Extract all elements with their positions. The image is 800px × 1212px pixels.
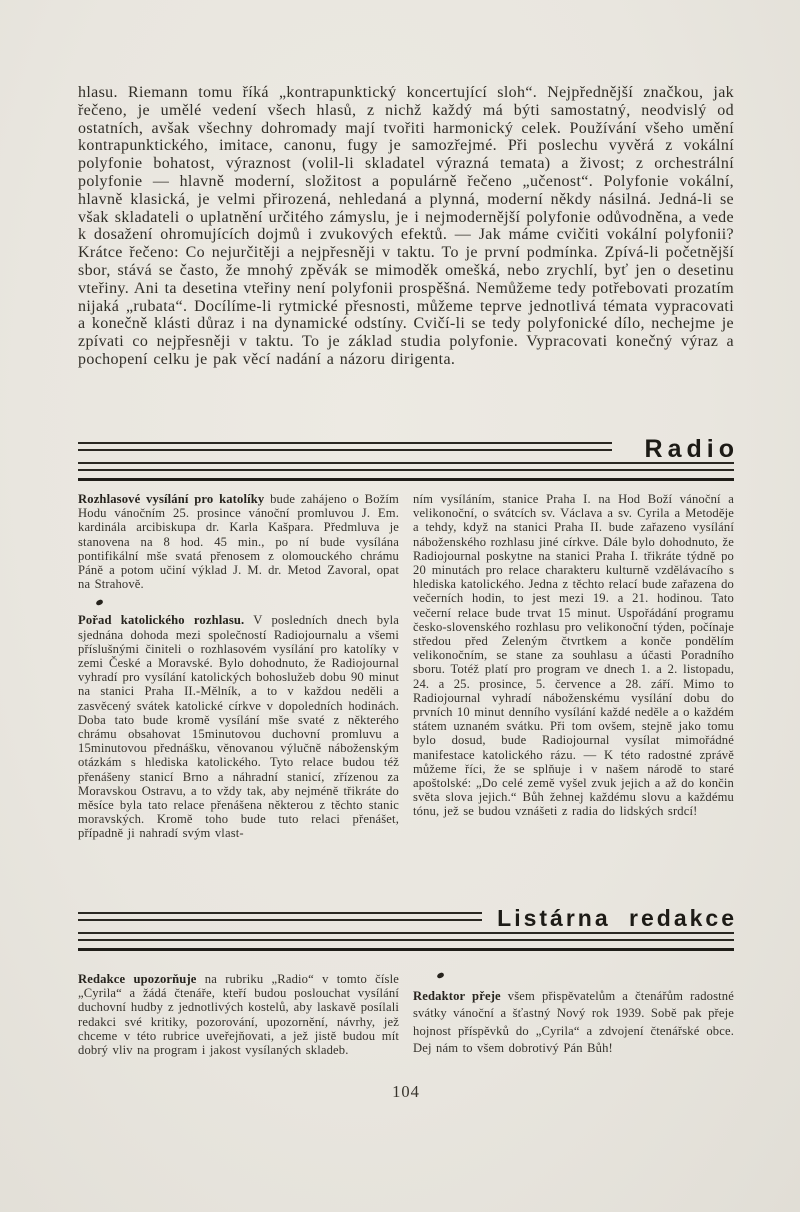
listarna-left-column [78,972,399,1058]
paragraph-lead: Rozhlasové vysílání pro katolíky [78,492,265,506]
header-rule [78,449,612,451]
header-rule-thick [78,948,734,951]
radio-columns [78,492,734,841]
paragraph-lead: Pořad katolického rozhlasu. [78,613,245,628]
header-rule-thick [78,478,734,481]
page-number: 104 [392,1082,420,1101]
radio-left-column [78,492,399,841]
intro-paragraph: hlasu. Riemann tomu říká „kontrapunktický koncertující sloh“. Nejpřednější značkou, jak řečeno, je umělé vedení všech hlasů, z nichž každý má býti samostatný, neodvislý od ostatních, avšak všechny dohromady mají tvořiti harmonický celek. Používání všeho umění kontrapunktického, imitace, canonu, fugy je samozřejmé. Při poslechu vyvěrá z vokální polyfonie bohatost, výraznost (volil-li skladatel výrazná temata) a živost; z orchestrální polyfonie — hlavně moderní, složitost a populárně řečeno „učenost“. Polyfonie vokální, hlavně klasická, je velmi přirozená, nehledaná a plynná, moderní někdy násilná. Jedná-li se však skladateli o uplatnění určitého zámyslu, je i nejmodernější polyfonie odůvodněna, a vede k dosažení ohromujících dojmů i zvukových efektů. — Jak máme cvičiti vokální polyfonii? Krátce řečeno: Co nejurčitěji a nejpřesněji v taktu. To je první podmínka. Zpívá-li početnější sbor, stává se často, že mnohý zpěvák se mimoděk omešká, nebo zrychlí, byť jen o desetinu vteřiny. Ani ta desetina vteřiny není polyfonii prospěšná. Nemůžeme tedy potřebovati prozatím nijaká „rubata“. Docílíme-li rytmické přesnosti, můžeme teprve jednotlivá témata vypracovati a konečně klásti důraz i na dynamické odstíny. Cvičí-li se tedy polyfonické dílo, nechejme je zpívati co nejpřesněji v taktu. To je základ studia polyfonie. Vypracovati konečný výraz a pochopení celku je pak věcí nadání a názoru dirigenta. [78,84,734,368]
header-rule [78,469,734,471]
paragraph-text: všem přispěvatelům a čtenářům radostné svátky vánoční a šťastný Nový rok 1939. Sobě pak přeje hojnost příspěvků do „Cyrila“ a zdvojení čtenářské obce. Dej nám to všem dobrotivý Pán Bůh! [413,989,734,1056]
header-rule [78,912,482,914]
listarna-section-title: Listárna redakce [497,905,737,931]
listarna-columns [78,972,734,1058]
bullet-icon [436,972,444,979]
listarna-right-column [413,972,734,1058]
paragraph-text: V posledních dnech byla sjednána dohoda mezi společností Radiojournalu a všemi příslušnými činiteli o rozhlasovém vysílání pro katolíky v zemi České a Moravské. Bylo dohodnuto, že Radiojournal vyhradí pro vysílání katolických bohoslužeb dobu 90 minut na stanici Praha II.-Mělník, a to v každou neděli a zasvěcený svátek katolické církve v dopoledních hodinách. Doba tato bude kromě vysílání mše svaté z některého chrámu obsahovat 15minutovou duchovní promluvu a 15minutovou přednášku, věnovanou výlučně náboženským otázkám s hlediska katolického. Tyto relace budou též přenášeny stanicí Brno a náhradní stanicí, zřízenou za Moravskou Ostravu, a to vždy tak, aby nejméně třikráte do měsíce byla tato relace přenášena některou z těchto stanic moravských. Kromě toho bude tuto relaci přenášet, případně ji nahradí svým vlast- [78,613,399,841]
header-rule [78,462,734,464]
paragraph-text: na rubriku „Radio“ v tomto čísle „Cyrila“ a žádá čtenáře, kteří budou poslouchat vysílání duchovní hudby z jednotlivých kostelů, aby laskavě posílali redakci své kritiky, pozorování, upozornění, návrhy, jež chceme v této rubrice uveřejňovati, a jež jistě budou mít dobrý vliv na program i jakost vysílaných skladeb. [78,972,399,1058]
listarna-paragraph-1 [78,972,399,1057]
radio-right-column [413,492,734,841]
listarna-section-header [78,905,737,954]
header-rule [78,919,482,921]
bullet-separator [78,591,399,613]
bullet-separator [413,966,734,984]
radio-paragraph-3: ním vysíláním, stanice Praha I. na Hod Boží vánoční a velikonoční, o svátcích sv. Václava a sv. Cyrila a Metoděje a tehdy, když na stanici Praha II. bude zařazeno vysílání náboženského rozhlasu jiné církve. Dále bylo dohodnuto, že Radiojournal poskytne na stanici Praha I. třikráte týdně po 20 minutách pro relace charakteru kulturně vzdělávacího s hlediska katolického. Jedna z těchto relací bude zařazena do večerních hodin, to jest mezi 19. a 21. hodinou. Tato večerní relace bude trvat 15 minut. Uspořádání programu česko-slovenského rozhlasu pro velikonoční týden, počínaje středou před Zeleným čtvrtkem a konče pondělím velikonočním, se stane za souhlasu a účasti Poradního sboru. Totéž platí pro program ve dnech 1. a 2. listopadu, 24. a 25. prosince, 5. července a 28. září. Mimo to Radiojournal vyhradí náboženskému vysílání dobu do prvních 10 minut denního vysílání každé neděle a o každém státem uznaném svátku. Při tom ovšem, stejně jako tomu bylo dosud, bude Radiojournal vysílat mimořádné manifestace katolického rázu. — K této radostné zprávě můžeme říci, že se splňuje i v našem národě to staré apoštolské: „Do celé země vyšel zvuk jejich a až do končin světa slova jejich.“ Bůh žehnej každému slovu a každému tónu, jež se budou vznášeti z radia do lidských srdcí! [413,492,734,819]
paragraph-lead: Redaktor přeje [413,989,501,1003]
header-rule [78,442,612,444]
radio-paragraph-2 [78,613,399,840]
radio-section-header [78,435,739,484]
radio-section-title: Radio [644,435,739,463]
paragraph-lead: Redakce upozorňuje [78,972,197,986]
bullet-icon [95,599,103,606]
paragraph-text: bude zahájeno o Božím Hodu vánočním 25. prosince vánoční promluvou J. Em. kardinála arcibiskupa dr. Karla Kašpara. Předmluva je stanovena na 8 hod. 45 min., po ní bude vysílána pontifikální mše svatá přenosem z olomouckého chrámu Páně a potom učiní výklad J. M. dr. Metod Zavoral, opat na Strahově. [78,492,399,592]
listarna-paragraph-2 [413,988,734,1058]
header-rule [78,932,734,934]
radio-paragraph-1 [78,492,399,591]
header-rule [78,939,734,941]
